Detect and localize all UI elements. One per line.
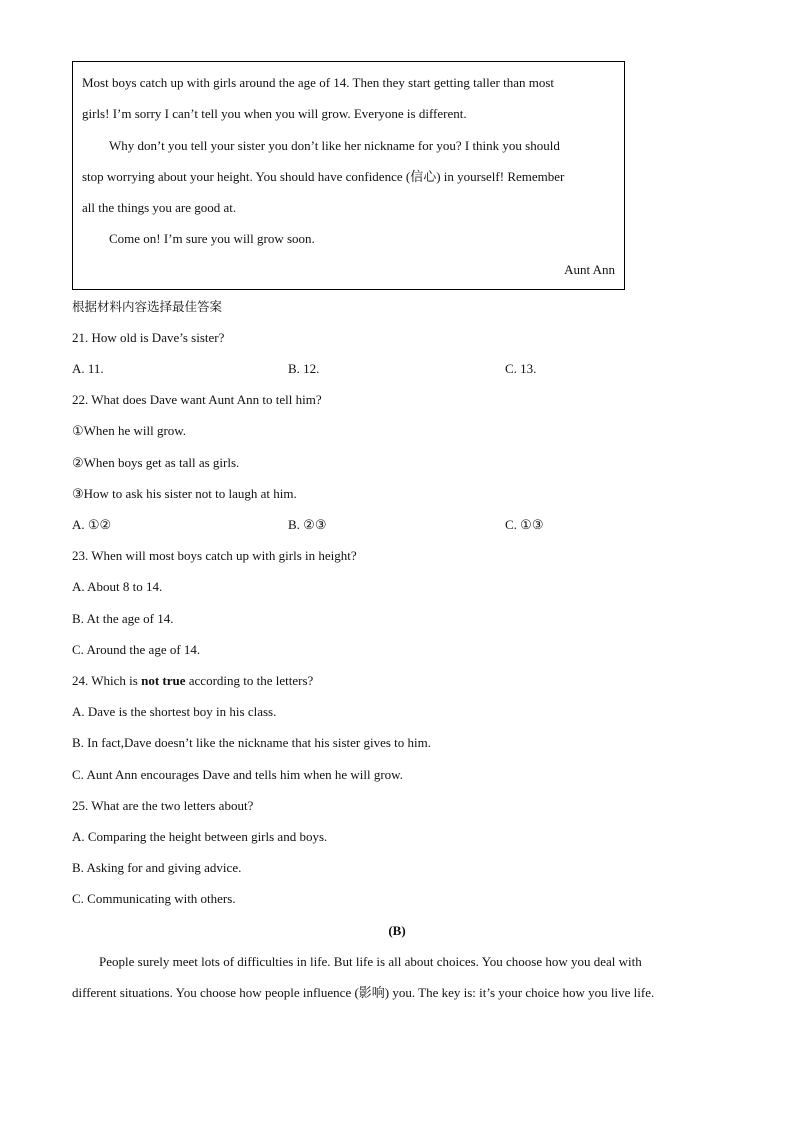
instruction-text: 根据材料内容选择最佳答案 <box>72 299 223 314</box>
letter-line-4: stop worrying about your height. You should have confidence (信心) in yourself! Remember <box>82 169 565 184</box>
question-21-option-c: C. 13. <box>505 361 537 376</box>
question-22-item-2: ②When boys get as tall as girls. <box>72 455 240 470</box>
letter-box <box>72 61 625 290</box>
question-25-option-c: C. Communicating with others. <box>72 891 236 906</box>
question-25-option-a: A. Comparing the height between girls and boys. <box>72 829 328 844</box>
question-23-option-b: B. At the age of 14. <box>72 611 174 626</box>
question-24-option-b: B. In fact,Dave doesn’t like the nickname that his sister gives to him. <box>72 735 431 750</box>
letter-line-2: girls! I’m sorry I can’t tell you when you will grow. Everyone is different. <box>82 106 467 121</box>
question-22-stem: 22. What does Dave want Aunt Ann to tell him? <box>72 392 322 407</box>
letter-signature: Aunt Ann <box>564 262 615 277</box>
question-21-option-b: B. 12. <box>288 361 320 376</box>
question-23-option-a: A. About 8 to 14. <box>72 579 163 594</box>
question-23-stem: 23. When will most boys catch up with girls in height? <box>72 548 357 563</box>
question-24-stem-post: according to the letters? <box>185 673 314 688</box>
question-25-option-b: B. Asking for and giving advice. <box>72 860 242 875</box>
question-25-stem: 25. What are the two letters about? <box>72 798 254 813</box>
question-24-stem-pre: 24. Which is <box>72 673 142 688</box>
question-22-option-b: B. ②③ <box>288 517 327 532</box>
letter-line-5: all the things you are good at. <box>82 200 237 215</box>
question-21-stem: 21. How old is Dave’s sister? <box>72 330 225 345</box>
question-22-item-3: ③How to ask his sister not to laugh at him. <box>72 486 297 501</box>
letter-line-3: Why don’t you tell your sister you don’t like her nickname for you? I think you should <box>109 138 560 153</box>
letter-line-1: Most boys catch up with girls around the age of 14. Then they start getting taller than most <box>82 75 554 90</box>
question-22-item-1: ①When he will grow. <box>72 423 187 438</box>
section-b-title: (B) <box>388 923 406 938</box>
letter-line-6: Come on! I’m sure you will grow soon. <box>109 231 315 246</box>
question-21-option-a: A. 11. <box>72 361 104 376</box>
question-24-stem <box>72 673 313 689</box>
question-24-stem-emphasis: not true <box>141 673 186 688</box>
question-24-option-a: A. Dave is the shortest boy in his class. <box>72 704 277 719</box>
question-22-option-c: C. ①③ <box>505 517 544 532</box>
section-b-line-2: different situations. You choose how people influence (影响) you. The key is: it’s your choice how you live life. <box>72 985 655 1000</box>
question-22-option-a: A. ①② <box>72 517 112 532</box>
question-23-option-c: C. Around the age of 14. <box>72 642 201 657</box>
question-24-option-c: C. Aunt Ann encourages Dave and tells him when he will grow. <box>72 767 403 782</box>
section-b-line-1: People surely meet lots of difficulties in life. But life is all about choices. You choose how you deal with <box>99 954 642 969</box>
